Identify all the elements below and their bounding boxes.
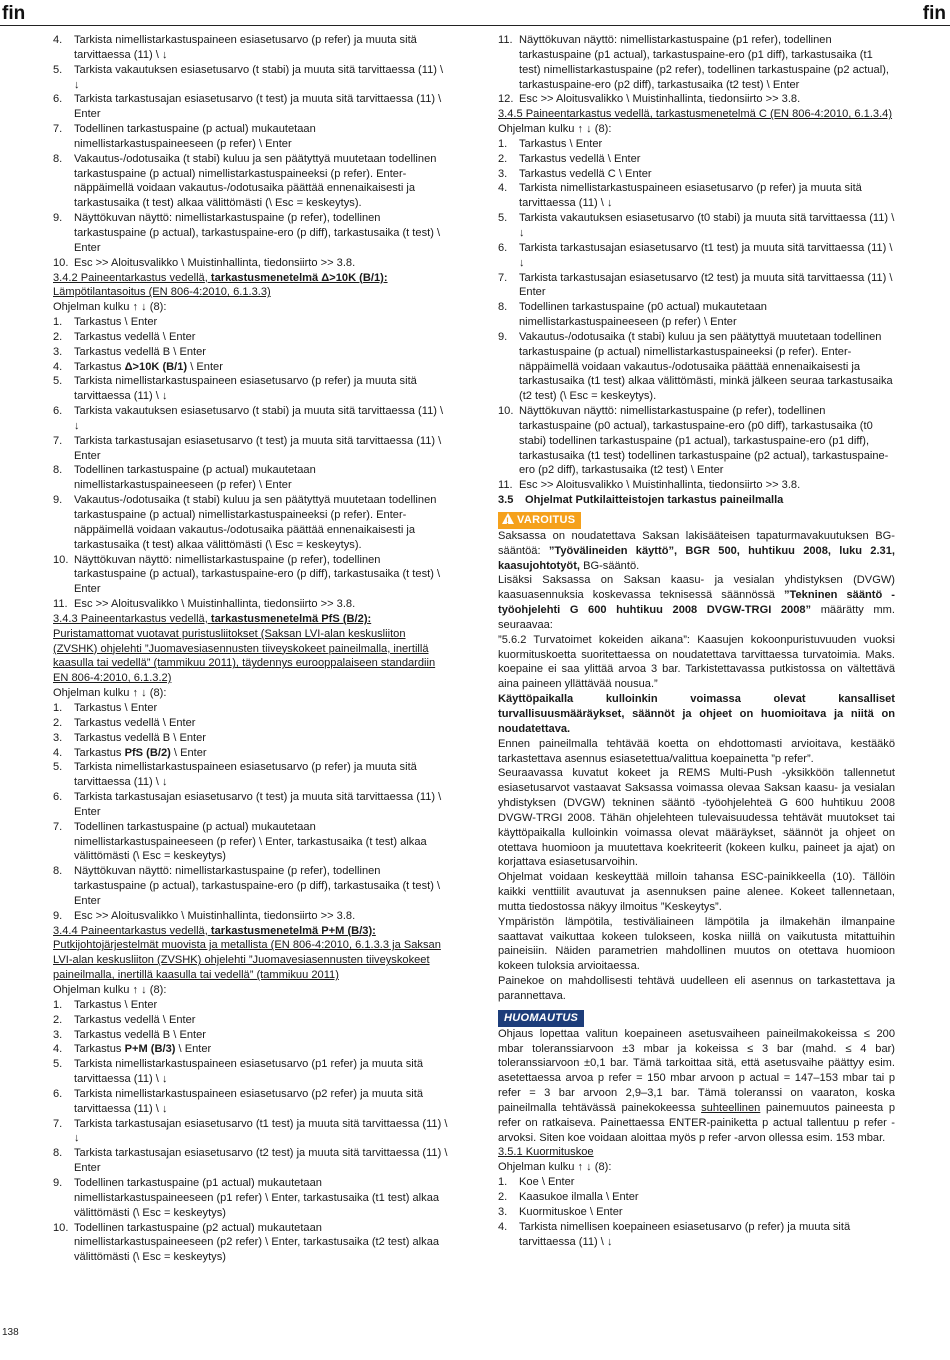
list-item xyxy=(53,315,451,330)
section-heading-3-4-3: 3.4.3 Paineentarkastus vedellä, tarkastusmenetelmä PfS (B/2): Puristamattomat vuotavat puristusliitokset (Saksan LVI-alan keskusliiton (ZVSHK) ohjelehti ”Juomavesiasennusten tiiveyskokeet paineilmalla, inertillä kaasulla tai vedellä” (tammikuu 2011), täydennys eurooppalaiseen standardiin EN 806-4:2010, 6.1.3.2) xyxy=(53,612,436,685)
list-item-text: Tarkista tarkastusajan esiasetusarvo (t test) ja muuta sitä tarvittaessa (11) \ Enter xyxy=(74,93,442,121)
list-item-text: Tarkista nimellistarkastuspaineen esiasetusarvo (p1 refer) ja muuta sitä tarvittaessa (11) \ ↓ xyxy=(74,1058,423,1086)
list-item-text: Näyttökuvan näyttö: nimellistarkastuspaine (p refer), todellinen tarkastuspaine (p actual), tarkastuspaine-ero (p diff), tarkastusaika (t test) \ Enter xyxy=(74,553,441,596)
list-item xyxy=(53,716,451,731)
list-item-number: 2. xyxy=(53,716,63,729)
list-item xyxy=(498,478,895,493)
list-item xyxy=(53,493,451,552)
list-item-number: 7. xyxy=(53,1117,63,1130)
step-list xyxy=(53,315,451,612)
list-item-number: 1. xyxy=(498,137,508,150)
list-item-number: 9. xyxy=(53,212,63,225)
list-item-text: Tarkastus \ Enter xyxy=(519,137,603,150)
list-item-text: Koe \ Enter xyxy=(519,1176,575,1189)
list-item-number: 11. xyxy=(53,598,68,611)
list-item-number: 3. xyxy=(498,167,508,180)
list-item-text: Esc >> Aloitusvalikko \ Muistinhallinta, tiedonsiirto >> 3.8. xyxy=(74,256,356,269)
list-item xyxy=(53,1028,451,1043)
list-item xyxy=(498,300,895,330)
list-item xyxy=(53,434,451,464)
section-heading-3-5-1: 3.5.1 Kuormituskoe xyxy=(498,1146,594,1159)
language-code-left: fin xyxy=(2,3,26,24)
list-item-number: 11. xyxy=(498,34,513,46)
list-item-number: 3. xyxy=(53,345,63,358)
list-item-text: Tarkastus vedellä B \ Enter xyxy=(74,1028,206,1041)
warning-triangle-icon xyxy=(502,513,514,524)
step-list xyxy=(498,33,895,107)
list-item-text: Kuormituskoe \ Enter xyxy=(519,1205,623,1218)
step-list xyxy=(53,701,451,924)
list-item-number: 5. xyxy=(53,1058,63,1071)
warning-badge: !VAROITUS xyxy=(498,512,581,529)
list-item-number: 4. xyxy=(53,360,63,373)
list-item xyxy=(53,463,451,493)
list-item-text: Tarkista nimellistarkastuspaineen esiasetusarvo (p refer) ja muuta sitä tarvittaessa (11) \ ↓ xyxy=(74,375,417,403)
list-item-text: Vakautus-/odotusaika (t stabi) kuluu ja sen päätyttyä muutetaan todellinen tarkastuspaine (p actual) nimellistarkastuspaineeksi (p refer). Enter-näppäimellä voidaan vakautus-/odotusaika päättää ennenaikaisesti ja tarkastusaika (t1 test) alkaa välittömästi, minkä jälkeen seuraa tarkastusaika (t2 test) (\ Esc = keskeytys). xyxy=(519,330,893,403)
list-item-number: 5. xyxy=(498,212,508,225)
paragraph: Lisäksi Saksassa on Saksan kaasu- ja vesialan yhdistyksen (DVGW) kaasuasennuksia koskevassa teknisessä säännössä ”Tekninen sääntö -työohjelehti G 600 huhtikuu 2008 DVGW-TRGI 2008” määrätty mm. seuraavaa: xyxy=(498,574,895,631)
list-item-text: Esc >> Aloitusvalikko \ Muistinhallinta, tiedonsiirto >> 3.8. xyxy=(74,909,356,922)
list-item-number: 10. xyxy=(498,405,514,418)
list-item-text: Tarkista vakautuksen esiasetusarvo (t0 stabi) ja muuta sitä tarvittaessa (11) \ ↓ xyxy=(519,212,895,239)
paragraph: Ympäristön lämpötila, testiväliaineen lämpötila ja ilmakehän ilmanpaine saattavat vaikuttaa kokeen tulokseen, koska niillä on vaikutusta mitattuihin paineisiin. Näiden parametrien mahdollinen muutos on otettava huomioon kokeen tuloksia arvioitaessa. xyxy=(498,915,895,973)
list-item-text: Näyttökuvan näyttö: nimellistarkastuspaine (p refer), todellinen tarkastuspaine (p actual), tarkastuspaine-ero (p diff), tarkastusaika (t test) \ Enter xyxy=(74,212,441,254)
list-item xyxy=(53,820,451,865)
list-item xyxy=(498,33,895,92)
list-item xyxy=(53,330,451,345)
list-item xyxy=(53,92,451,122)
list-item-number: 6. xyxy=(53,93,63,106)
list-item-number: 5. xyxy=(53,375,63,388)
list-item xyxy=(53,553,451,598)
list-item xyxy=(498,152,895,167)
list-item xyxy=(498,1205,895,1220)
program-flow-label: Ohjelman kulku ↑ ↓ (8): xyxy=(498,123,612,136)
list-item xyxy=(498,1220,895,1250)
list-item xyxy=(498,404,895,478)
list-item-text: Tarkastus vedellä C \ Enter xyxy=(519,167,652,180)
list-item-number: 6. xyxy=(53,1087,63,1100)
list-item xyxy=(498,137,895,152)
list-item xyxy=(498,181,895,211)
list-item-text: Tarkista tarkastusajan esiasetusarvo (t2 test) ja muuta sitä tarvittaessa (11) \ Enter xyxy=(519,271,893,299)
step-list xyxy=(498,137,895,493)
list-item-text: Kaasukoe ilmalla \ Enter xyxy=(519,1190,639,1203)
left-column xyxy=(53,33,451,1265)
list-item-number: 1. xyxy=(53,998,63,1011)
list-item-text: Esc >> Aloitusvalikko \ Muistinhallinta, tiedonsiirto >> 3.8. xyxy=(519,93,801,106)
list-item-text: Tarkista tarkastusajan esiasetusarvo (t2 test) ja muuta sitä tarvittaessa (11) \ Enter xyxy=(74,1147,448,1175)
list-item-text: Tarkista tarkastusajan esiasetusarvo (t1 test) ja muuta sitä tarvittaessa (11) \ ↓ xyxy=(519,241,893,269)
list-item-text: Näyttökuvan näyttö: nimellistarkastuspaine (p1 refer), todellinen tarkastuspaine (p1 actual), tarkastuspaine-ero (p1 diff), tarkastusaika (t1 test) nimellistarkastuspaine (p2 refer), todellinen tarkastuspaine (p2 actual), tarkastuspaine-ero (p2 diff), tarkastusaika (t2 test) \ Enter xyxy=(519,34,889,91)
list-item-text: Tarkista nimellistarkastuspaineen esiasetusarvo (p refer) ja muuta sitä tarvittaessa (11) \ ↓ xyxy=(74,761,417,789)
list-item-text: Esc >> Aloitusvalikko \ Muistinhallinta, tiedonsiirto >> 3.8. xyxy=(519,479,801,492)
list-item xyxy=(53,1146,451,1176)
paragraph: Painekoe on mahdollisesti tehtävä uudelleen eli asennus on tarkastettava ja parannettava. xyxy=(498,975,895,1002)
list-item-number: 2. xyxy=(53,330,63,343)
list-item-number: 4. xyxy=(498,1220,508,1233)
section-heading-3-4-4: 3.4.4 Paineentarkastus vedellä, tarkastusmenetelmä P+M (B/3): Putkijohtojärjestelmät muovista ja metallista (EN 806-4:2010, 6.1.3.3 ja Saksan LVI-alan keskusliiton (ZVSHK) ohjelehti ”Juomavesiasennusten tiiveyskokeet paineilmalla, inertillä kaasulla tai vedellä” (tammikuu 2011) xyxy=(53,924,441,982)
list-item-number: 9. xyxy=(53,909,63,922)
list-item-text: Tarkastus \ Enter xyxy=(74,998,158,1011)
list-item-number: 1. xyxy=(53,316,63,329)
step-list xyxy=(498,1175,895,1249)
list-item-text: Tarkista vakautuksen esiasetusarvo (t stabi) ja muuta sitä tarvittaessa (11) \ ↓ xyxy=(74,405,444,432)
list-item xyxy=(53,374,451,404)
list-item xyxy=(53,1117,451,1147)
list-item xyxy=(53,1057,451,1087)
section-heading-3-5: 3.5 Ohjelmat Putkilaitteistojen tarkastus paineilmalla xyxy=(498,494,784,507)
paragraph: Seuraavassa kuvatut kokeet ja REMS Multi-Push -yksikköön tallennetut esiasetusarvot vastaavat Saksassa voimassa olevaa Saksan kaasu- ja vesialan yhdistyksen (DVGW) tekninen sääntö -työohjelehteä G 600 huhtikuu 2008 DVGW-TRGI 2008. Tähän ohjelehteen tulevaisuudessa tehtävät muutokset tai käyttöpaikalla kulloinkin voimassa olevat määräykset, säännöt ja ohjeet on otettava huomioon ja muutettava koekriteerit (kokeen kulku, paineet ja ajat) on korjattava esiasetusarvoihin. xyxy=(498,767,895,869)
list-item-text: Tarkista nimellistarkastuspaineen esiasetusarvo (p refer) ja muuta sitä tarvittaessa (11) \ ↓ xyxy=(519,182,862,210)
header-divider xyxy=(0,25,950,26)
list-item-number: 2. xyxy=(498,152,508,165)
list-item xyxy=(53,1176,451,1221)
list-item xyxy=(498,167,895,182)
step-list xyxy=(53,33,451,271)
list-item xyxy=(53,909,451,924)
list-item-text: Todellinen tarkastuspaine (p actual) mukautetaan nimellistarkastuspaineeseen (p refer) \ Enter, tarkastusaika (t test) alkaa välittömästi (\ Esc = keskeytys) xyxy=(74,820,427,863)
list-item-number: 10. xyxy=(53,256,69,269)
list-item-text: Näyttökuvan näyttö: nimellistarkastuspaine (p refer), todellinen tarkastuspaine (p actual), tarkastuspaine-ero (p diff), tarkastusaika (t test) \ Enter xyxy=(74,865,441,907)
list-item xyxy=(498,241,895,271)
list-item-number: 7. xyxy=(53,820,63,833)
list-item xyxy=(53,1221,451,1266)
list-item-text: Tarkastus vedellä \ Enter xyxy=(519,152,641,165)
list-item-number: 2. xyxy=(53,1013,63,1026)
list-item-text: Todellinen tarkastuspaine (p0 actual) mukautetaan nimellistarkastuspaineeseen (p refer) \ Enter xyxy=(519,301,767,329)
list-item-number: 3. xyxy=(498,1205,508,1218)
list-item xyxy=(498,92,895,107)
list-item-text: Tarkista nimellistarkastuspaineen esiasetusarvo (p2 refer) ja muuta sitä tarvittaessa (11) \ ↓ xyxy=(74,1087,423,1115)
list-item-number: 5. xyxy=(53,63,63,76)
list-item xyxy=(498,1175,895,1190)
paragraph: ”5.6.2 Turvatoimet kokeiden aikana”: Kaasujen kokoonpuristuvuuden vuoksi kuormituskoetta suoritettaessa on noudatettava tarvittaessa turvatoimia. Maks. koepaine ei saa ylittää arvoa 3 bar. Tarkistettavassa putkistossa on vältettävä aina paineen yllättävää nousua.” xyxy=(498,633,895,691)
list-item-number: 3. xyxy=(53,731,63,744)
language-code-right: fin xyxy=(922,3,946,24)
list-item-number: 6. xyxy=(498,241,508,254)
list-item xyxy=(498,211,895,241)
list-item-text: Tarkista tarkastusajan esiasetusarvo (t test) ja muuta sitä tarvittaessa (11) \ Enter xyxy=(74,791,442,818)
list-item xyxy=(53,122,451,152)
list-item-number: 9. xyxy=(53,1176,63,1189)
list-item-number: 6. xyxy=(53,405,63,418)
list-item: 4. Tarkastus PfS (B/2) \ Enter xyxy=(53,746,207,759)
list-item-number: 1. xyxy=(498,1176,508,1189)
list-item-number: 4. xyxy=(53,1043,63,1056)
note-badge: HUOMAUTUS xyxy=(498,1010,584,1027)
list-item xyxy=(53,597,451,612)
list-item-number: 9. xyxy=(498,330,508,343)
list-item xyxy=(53,790,451,820)
paragraph: Ohjaus lopettaa valitun koepaineen asetusvaiheen paineilmakokeissa ≤ 200 mbar toleranssiarvoon ±3 mbar ja kokeissa ≤ 3 bar (mahd. ≤ 4 bar) toleranssiarvoon ±0,1 bar. Tämä tarkoittaa sitä, että asetusvaihe päättyy esim. asetettaessa arvoa p refer = 150 mbar arvoon p actual = 147–153 mbar tai p refer = 3 bar arvoon 2,9–3,1 bar. Tämä toleranssi on vaaraton, koska paineilmalla tehtävässä painekokeessa suhteellinen painemuutos paineesta p refer on ratkaiseva. Painettaessa ENTER-painiketta p actual tallentuu p refer -arvoksi. Siten koe voidaan aloittaa myös p refer -arvon ollessa esim. 153 mbar. xyxy=(498,1027,895,1144)
section-heading-3-4-2: 3.4.2 Paineentarkastus vedellä, tarkastusmenetelmä Δ>10K (B/1): Lämpötilantasoitus (EN 806-4:2010, 6.1.3.3) xyxy=(53,271,388,299)
program-flow-label: Ohjelman kulku ↑ ↓ (8): xyxy=(53,984,167,996)
paragraph-bold: Käyttöpaikalla kulloinkin voimassa olevat kansalliset turvallisuusmääräykset, säännöt ja ohjeet on huomioitava ja niitä on noudatettava. xyxy=(498,693,895,735)
list-item xyxy=(53,701,451,716)
paragraph: Ennen paineilmalla tehtävää koetta on ehdottomasti arvioitava, kestääkö tarkastettava asennus esiasetettua/valittua koepainetta ”p refer”. xyxy=(498,737,895,765)
list-item: 4. Tarkastus P+M (B/3) \ Enter xyxy=(53,1043,212,1056)
list-item-number: 10. xyxy=(53,1221,69,1234)
list-item-number: 8. xyxy=(53,152,63,165)
list-item-text: Todellinen tarkastuspaine (p2 actual) mukautetaan nimellistarkastuspaineeseen (p2 refer) \ Enter, tarkastusaika (t2 test) alkaa välittömästi (\ Esc = keskeytys) xyxy=(74,1221,440,1264)
list-item-text: Tarkista tarkastusajan esiasetusarvo (t1 test) ja muuta sitä tarvittaessa (11) \ ↓ xyxy=(74,1117,448,1145)
list-item-number: 4. xyxy=(53,34,63,46)
section-heading-3-4-5: 3.4.5 Paineentarkastus vedellä, tarkastusmenetelmä C (EN 806-4:2010, 6.1.3.4) xyxy=(498,108,893,121)
list-item: 4. Tarkastus Δ>10K (B/1) \ Enter xyxy=(53,360,223,373)
list-item-text: Todellinen tarkastuspaine (p actual) mukautetaan nimellistarkastuspaineeseen (p refer) \ Enter xyxy=(74,123,316,150)
list-item-number: 7. xyxy=(53,434,63,447)
list-item-text: Tarkista vakautuksen esiasetusarvo (t stabi) ja muuta sitä tarvittaessa (11) \ ↓ xyxy=(74,63,444,91)
program-flow-label: Ohjelman kulku ↑ ↓ (8): xyxy=(53,301,167,314)
list-item xyxy=(53,152,451,211)
list-item-text: Esc >> Aloitusvalikko \ Muistinhallinta, tiedonsiirto >> 3.8. xyxy=(74,598,356,611)
list-item-number: 8. xyxy=(53,464,63,477)
list-item xyxy=(53,404,451,434)
program-flow-label: Ohjelman kulku ↑ ↓ (8): xyxy=(498,1161,612,1174)
paragraph: Saksassa on noudatettava Saksan lakisääteisen tapaturmavakuutuksen BG-sääntöä: ”Työvälineiden käyttö”, BGR 500, huhtikuu 2008, luku 2.31, kaasujohtotyöt, BG-sääntö. xyxy=(498,529,895,572)
list-item xyxy=(53,864,451,909)
list-item-number: 2. xyxy=(498,1190,508,1203)
list-item-text: Vakautus-/odotusaika (t stabi) kuluu ja sen päätyttyä muutetaan todellinen tarkastuspaine (p actual) nimellistarkastuspaineeksi (p refer). Enter-näppäimellä voidaan vakautus-/odotusaika päättää ennenaikaisesti ja tarkastusaika (t test) alkaa välittömästi (\ Esc = keskeytys). xyxy=(74,152,437,210)
list-item-text: Tarkastus vedellä \ Enter xyxy=(74,330,196,343)
list-item xyxy=(53,211,451,256)
list-item xyxy=(53,33,451,63)
list-item-number: 1. xyxy=(53,701,63,714)
list-item-text: Tarkista nimellisen koepaineen esiasetusarvo (p refer) ja muuta sitä tarvittaessa (11) \ ↓ xyxy=(519,1220,851,1248)
list-item-text: Tarkista tarkastusajan esiasetusarvo (t test) ja muuta sitä tarvittaessa (11) \ Enter xyxy=(74,434,442,462)
list-item-text: Näyttökuvan näyttö: nimellistarkastuspaine (p refer), todellinen tarkastuspaine (p0 actual), tarkastuspaine-ero (p0 diff), tarkastusaika (t0 stabi) todellinen tarkastuspaine (p1 actual), tarkastuspaine-ero (p1 diff), tarkastusaika (t1 test) todellinen tarkastuspaine (p2 actual), tarkastuspaine-ero (p2 diff), tarkastusaika (t2 test) \ Enter xyxy=(519,405,889,477)
list-item-number: 9. xyxy=(53,494,63,507)
list-item-text: Tarkastus vedellä B \ Enter xyxy=(74,731,206,744)
list-item-number: 6. xyxy=(53,791,63,804)
list-item xyxy=(53,731,451,746)
list-item xyxy=(53,345,451,360)
step-list xyxy=(53,998,451,1265)
list-item xyxy=(53,998,451,1013)
list-item-text: Todellinen tarkastuspaine (p1 actual) mukautetaan nimellistarkastuspaineeseen (p1 refer) \ Enter, tarkastusaika (t1 test) alkaa välittömästi (\ Esc = keskeytys) xyxy=(74,1176,440,1219)
list-item-number: 4. xyxy=(498,182,508,195)
right-column xyxy=(498,33,895,1249)
list-item xyxy=(498,1190,895,1205)
list-item xyxy=(498,271,895,301)
list-item-number: 4. xyxy=(53,746,63,759)
list-item-text: Tarkastus vedellä \ Enter xyxy=(74,716,196,729)
list-item-number: 3. xyxy=(53,1028,63,1041)
list-item xyxy=(53,63,451,93)
list-item-text: Tarkista nimellistarkastuspaineen esiasetusarvo (p refer) ja muuta sitä tarvittaessa (11) \ ↓ xyxy=(74,34,417,61)
list-item-number: 7. xyxy=(53,123,63,136)
page-number: 138 xyxy=(2,1327,19,1338)
list-item-number: 8. xyxy=(498,301,508,314)
list-item xyxy=(498,330,895,404)
list-item-text: Vakautus-/odotusaika (t stabi) kuluu ja sen päätyttyä muutetaan todellinen tarkastuspaine (p actual) nimellistarkastuspaineeksi (p refer). Enter-näppäimellä voidaan vakautus-/odotusaika päättää ennenaikaisesti ja tarkastusaika (t test) alkaa välittömästi (\ Esc = keskeytys). xyxy=(74,494,437,551)
list-item-number: 5. xyxy=(53,761,63,774)
list-item xyxy=(53,1087,451,1117)
list-item-number: 8. xyxy=(53,1147,63,1160)
list-item-text: Tarkastus vedellä B \ Enter xyxy=(74,345,206,358)
list-item-number: 12. xyxy=(498,93,514,106)
list-item-text: Tarkastus vedellä \ Enter xyxy=(74,1013,196,1026)
list-item-number: 7. xyxy=(498,271,508,284)
list-item xyxy=(53,1013,451,1028)
list-item-number: 10. xyxy=(53,553,69,566)
list-item-text: Tarkastus \ Enter xyxy=(74,316,158,329)
paragraph: Ohjelmat voidaan keskeyttää milloin tahansa ESC-painikkeella (10). Tällöin kaikki venttiilit avautuvat ja asennuksen paine alenee. Kokeet tallennetaan, mutta tiedostossa näkyy ilmoitus ”Keskeytys”. xyxy=(498,871,895,913)
program-flow-label: Ohjelman kulku ↑ ↓ (8): xyxy=(53,687,167,700)
list-item xyxy=(53,760,451,790)
list-item-text: Todellinen tarkastuspaine (p actual) mukautetaan nimellistarkastuspaineeseen (p refer) \ Enter xyxy=(74,464,316,492)
list-item-number: 11. xyxy=(498,479,513,492)
list-item xyxy=(53,256,451,271)
list-item-number: 8. xyxy=(53,865,63,878)
list-item-text: Tarkastus \ Enter xyxy=(74,701,158,714)
